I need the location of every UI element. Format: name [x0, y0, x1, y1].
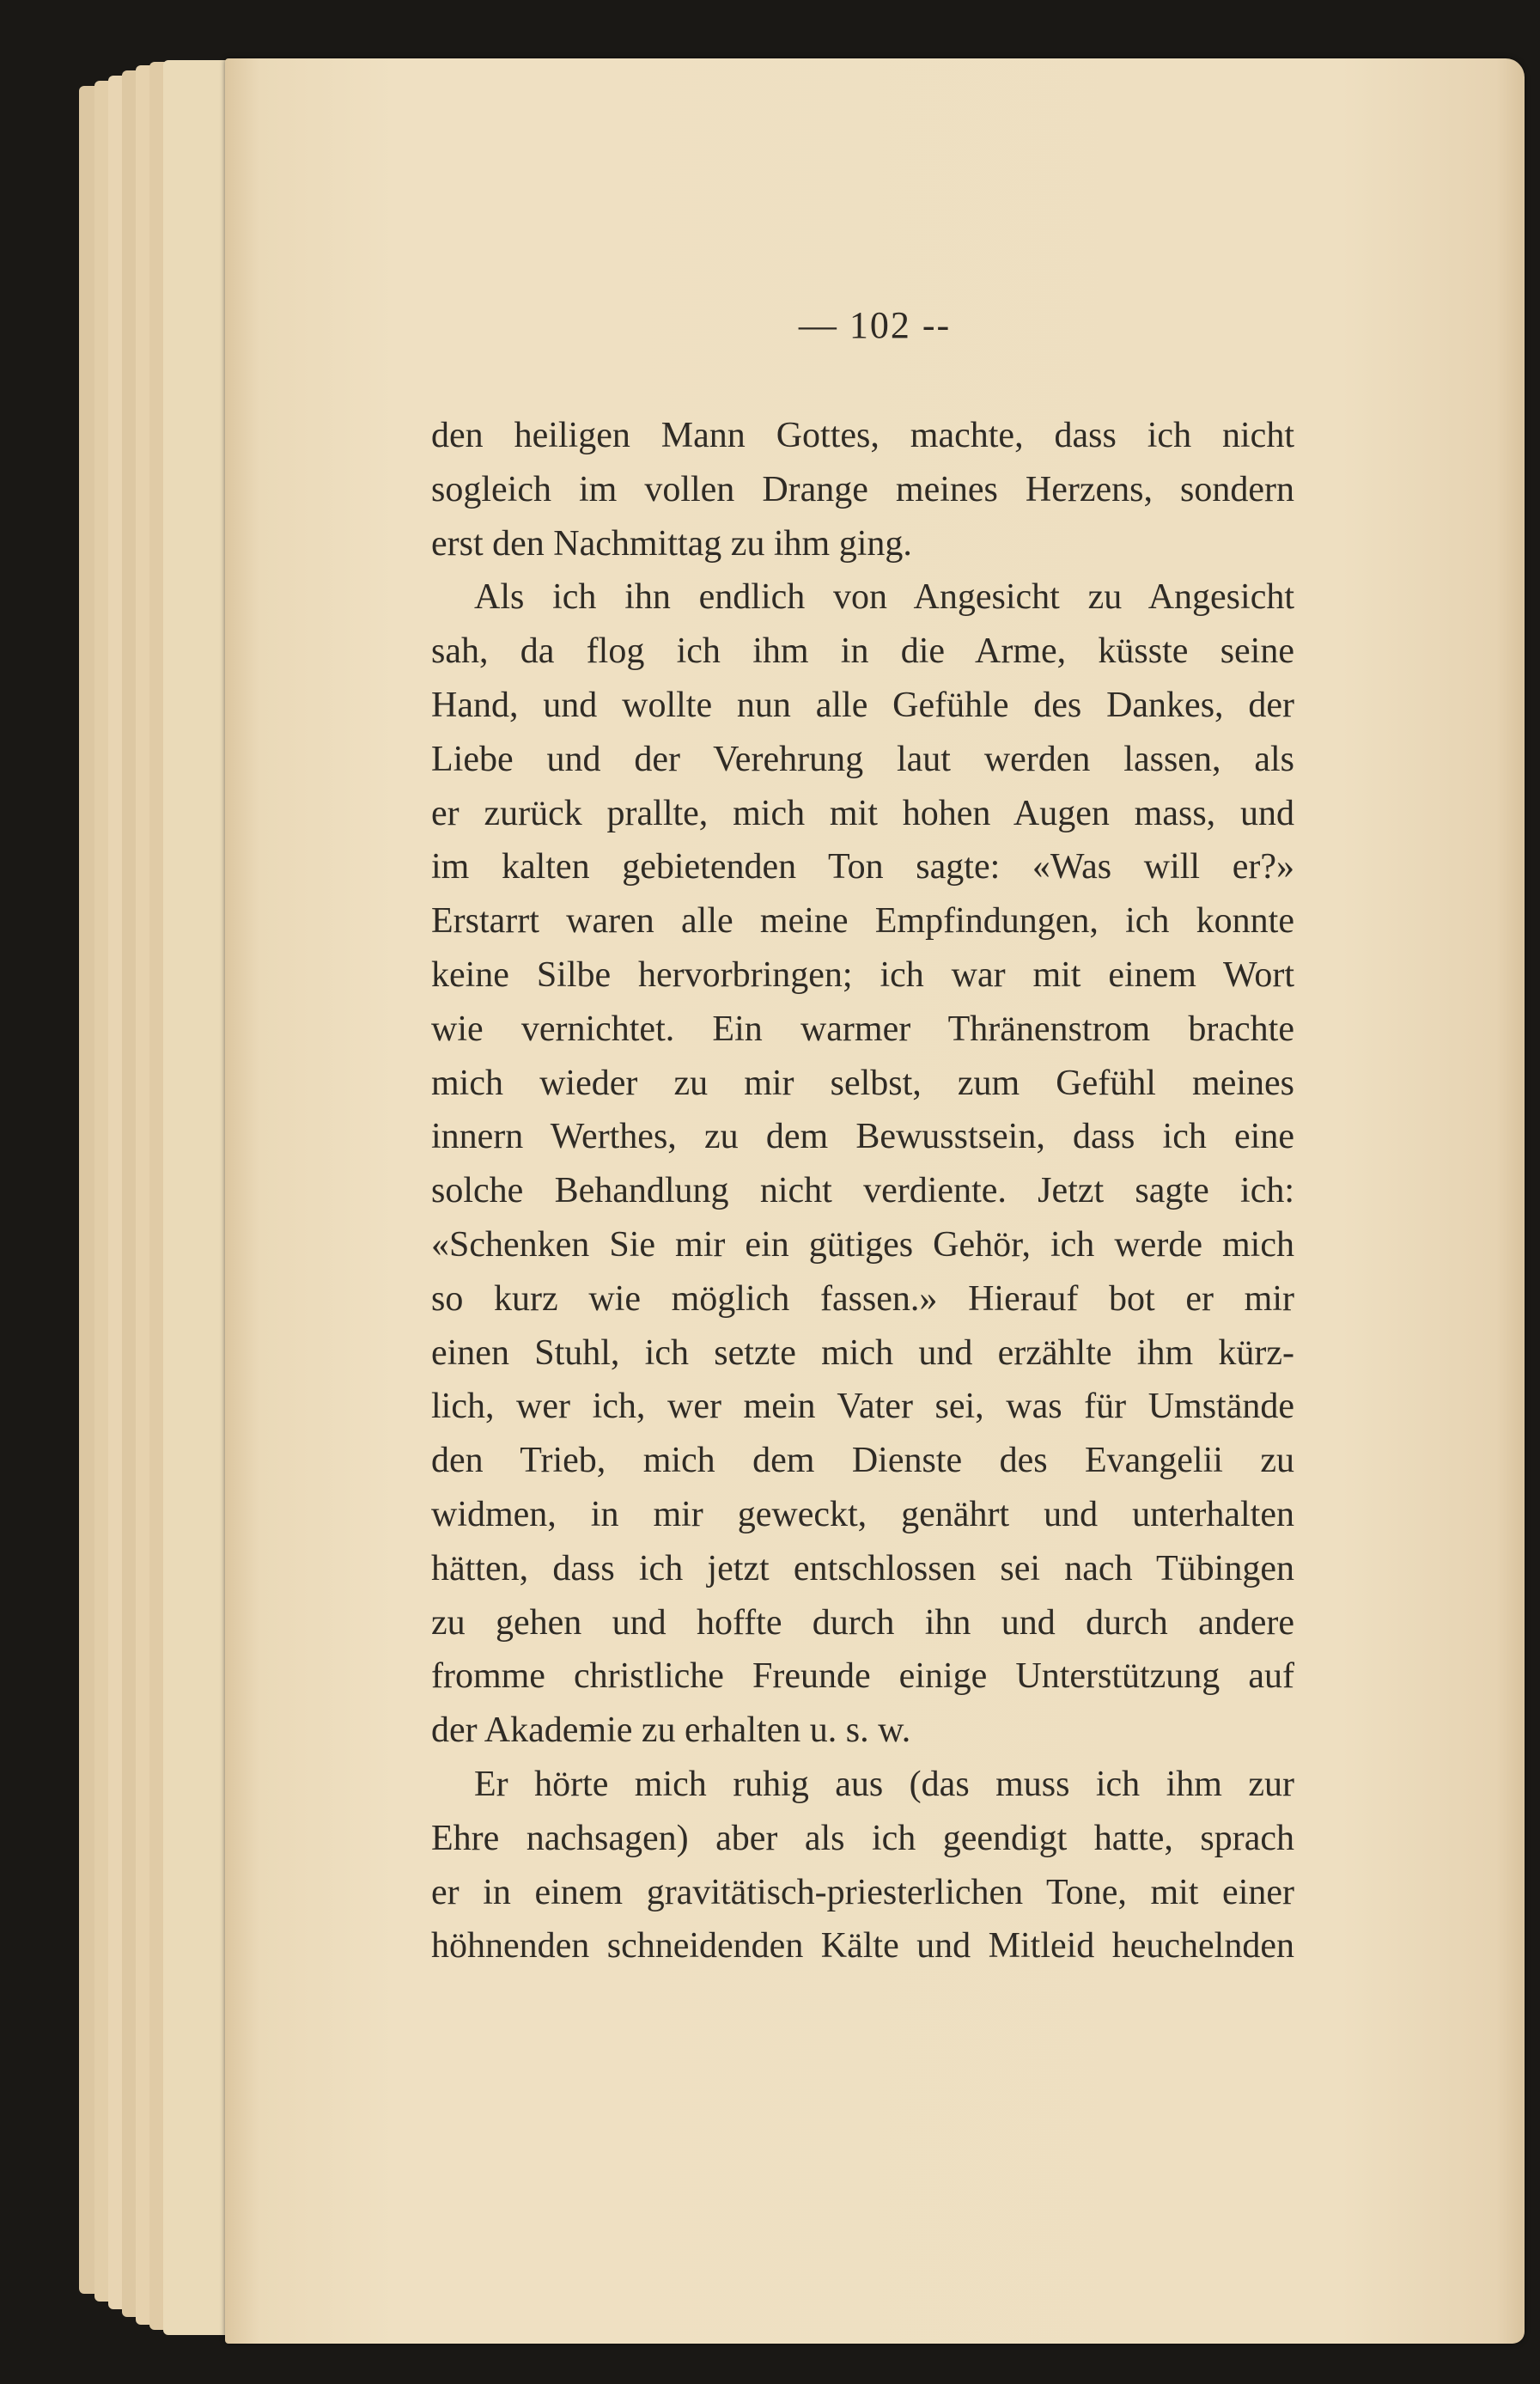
text-line: Erstarrt waren alle meine Empfindungen, ich konnte — [431, 901, 1294, 942]
book-page — [225, 58, 1525, 2344]
text-line: Hand, und wollte nun alle Gefühle des Dankes, der — [431, 685, 1294, 725]
page-number: — 102 -- — [798, 304, 952, 346]
text-line: «Schenken Sie mir ein gütiges Gehör, ich werde mich — [431, 1224, 1294, 1265]
text-line: erst den Nachmittag zu ihm ging. — [431, 523, 912, 564]
text-line: zu gehen und hoffte durch ihn und durch andere — [431, 1602, 1294, 1643]
text-line: Er hörte mich ruhig aus (das muss ich ihm zur — [474, 1764, 1294, 1804]
text-line: der Akademie zu erhalten u. s. w. — [431, 1710, 911, 1751]
text-line: fromme christliche Freunde einige Unterstützung auf — [431, 1656, 1294, 1697]
text-line: keine Silbe hervorbringen; ich war mit einem Wort — [431, 954, 1294, 995]
text-line: er in einem gravitätisch-priesterlichen Tone, mit einer — [431, 1872, 1294, 1912]
text-line: im kalten gebietenden Ton sagte: «Was will er?» — [431, 847, 1294, 887]
text-line: lich, wer ich, wer mein Vater sei, was für Umstände — [431, 1387, 1294, 1427]
text-line: höhnenden schneidenden Kälte und Mitleid heuchelnden — [431, 1926, 1294, 1966]
body-text — [431, 409, 1294, 1973]
text-line: mich wieder zu mir selbst, zum Gefühl meines — [431, 1063, 1294, 1103]
text-line: sah, da flog ich ihm in die Arme, küsste seine — [431, 631, 1294, 672]
text-line: er zurück prallte, mich mit hohen Augen mass, und — [431, 793, 1294, 833]
text-line: solche Behandlung nicht verdiente. Jetzt sagte ich: — [431, 1171, 1294, 1211]
text-line: sogleich im vollen Drange meines Herzens, sondern — [431, 469, 1294, 509]
text-line: widmen, in mir geweckt, genährt und unterhalten — [431, 1494, 1294, 1534]
text-line: wie vernichtet. Ein warmer Thränenstrom brachte — [431, 1009, 1294, 1049]
text-line: einen Stuhl, ich setzte mich und erzählte ihm kürz- — [431, 1332, 1294, 1373]
text-line: Ehre nachsagen) aber als ich geendigt hatte, sprach — [431, 1818, 1294, 1858]
text-line: so kurz wie möglich fassen.» Hierauf bot er mir — [431, 1278, 1294, 1319]
text-line: hätten, dass ich jetzt entschlossen sei nach Tübingen — [431, 1548, 1294, 1588]
text-line: den heiligen Mann Gottes, machte, dass ich nicht — [431, 416, 1294, 455]
text-line: den Trieb, mich dem Dienste des Evangelii zu — [431, 1441, 1294, 1481]
text-line: Als ich ihn endlich von Angesicht zu Angesicht — [474, 577, 1294, 618]
text-line: Liebe und der Verehrung laut werden lassen, als — [431, 739, 1294, 779]
text-line: innern Werthes, zu dem Bewusstsein, dass ich eine — [431, 1117, 1294, 1157]
